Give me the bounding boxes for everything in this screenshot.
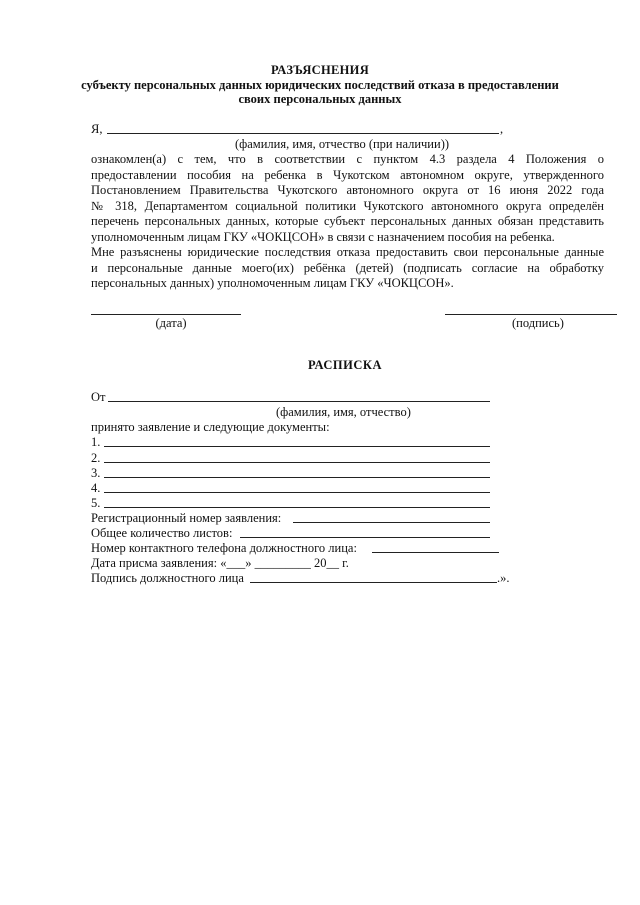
reg-number-input-line[interactable] — [293, 522, 490, 523]
i-label: Я, — [91, 122, 103, 136]
date-input-line[interactable] — [91, 314, 241, 315]
document-input-line-5[interactable] — [104, 507, 490, 508]
paragraph-line: Постановлением Правительства Чукотского автономного округа от 16 июня 2022 года — [91, 183, 604, 198]
fio-input-line[interactable] — [107, 133, 499, 134]
explanation-title: РАЗЪЯСНЕНИЯ — [270, 63, 370, 77]
phone-label: Номер контактного телефона должностного лица: — [91, 541, 357, 555]
explanation-subtitle-line2: своих персональных данных — [238, 92, 402, 106]
paragraph-line: персональных данных) уполномоченным лицам ГКУ «ЧОКЦСОН». — [91, 276, 454, 291]
from-fio-input-line[interactable] — [108, 401, 490, 402]
fio-caption: (фамилия, имя, отчество (при наличии)) — [235, 137, 450, 151]
doc-number-2: 2. — [91, 451, 101, 465]
phone-input-line[interactable] — [372, 552, 499, 553]
document-input-line-4[interactable] — [104, 492, 490, 493]
doc-number-4: 4. — [91, 481, 101, 495]
document-input-line-2[interactable] — [104, 462, 490, 463]
official-signature-input-line[interactable] — [250, 582, 497, 583]
doc-number-3: 3. — [91, 466, 101, 480]
reg-number-label: Регистрационный номер заявления: — [91, 511, 282, 525]
doc-number-5: 5. — [91, 496, 101, 510]
signature-caption: (подпись) — [512, 316, 564, 330]
from-label: От — [91, 390, 106, 404]
explanation-paragraph-1 — [91, 152, 604, 246]
explanation-paragraph-2 — [91, 245, 604, 292]
document-input-line-3[interactable] — [104, 477, 490, 478]
receipt-title: РАСПИСКА — [307, 358, 383, 372]
paragraph-line: Мне разъяснены юридические последствия отказа предоставить свои персональные данные — [91, 245, 604, 259]
paragraph-line: перечень персональных данных, которые субъект персональных данных обязан представить — [91, 214, 604, 229]
paragraph-line: № 318, Департаментом социальной политики Чукотского автономного округа определён — [91, 198, 604, 213]
accepted-text: принято заявление и следующие документы: — [91, 420, 330, 434]
date-caption: (дата) — [155, 316, 187, 330]
receipt-date-label: Дата присма заявления: «___» _________ 20__ г. — [91, 556, 349, 570]
total-sheets-label: Общее количество листов: — [91, 526, 233, 540]
i-comma: , — [500, 122, 504, 136]
total-sheets-input-line[interactable] — [240, 537, 490, 538]
doc-number-1: 1. — [91, 435, 101, 449]
paragraph-line: и персональные данные моего(их) ребёнка (детей) (подписать согласие на обработку — [91, 260, 604, 275]
receipt-fio-caption: (фамилия, имя, отчество) — [276, 405, 411, 419]
paragraph-line: уполномоченным лицам ГКУ «ЧОКЦСОН» в связи с назначением пособия на ребенка. — [91, 229, 555, 244]
paragraph-line: ознакомлен(а) с тем, что в соответствии с пунктом 4.3 раздела 4 Положения о — [91, 152, 604, 166]
official-signature-end: .». — [497, 571, 510, 585]
explanation-subtitle-line1: субъекту персональных данных юридических последствий отказа в предоставлении — [81, 78, 559, 92]
official-signature-label: Подпись должностного лица — [91, 571, 244, 585]
paragraph-line: предоставлении пособия на ребенка в Чукотском автономном округе, утвержденного — [91, 167, 604, 182]
signature-input-line[interactable] — [445, 314, 617, 315]
document-input-line-1[interactable] — [104, 446, 490, 447]
